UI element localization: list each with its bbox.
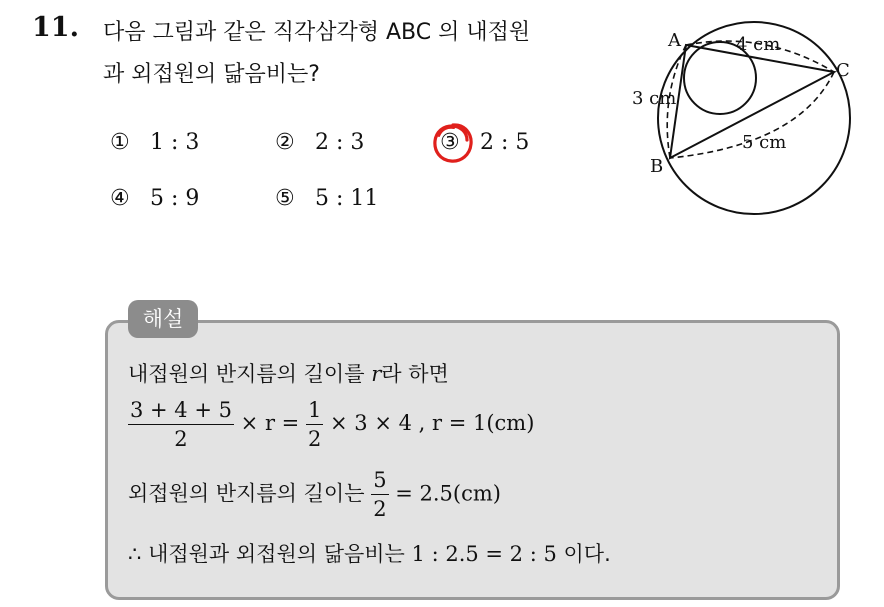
choice-5-text: 5 : 11 — [315, 186, 379, 211]
solution-line-3-pre: 외접원의 반지름의 길이는 — [128, 481, 365, 506]
fraction-circumradius-numerator: 5 — [371, 466, 388, 495]
solution-line-2 — [128, 396, 534, 453]
question-text-line-2: 과 외접원의 닮음비는? — [103, 62, 320, 87]
fraction-sum-numerator: 3 + 4 + 5 — [128, 396, 234, 425]
question-text-line-1: 다음 그림과 같은 직각삼각형 ABC 의 내접원 — [103, 20, 531, 45]
choice-1-text: 1 : 3 — [150, 130, 200, 155]
ratio-result: 1 : 2.5 = 2 : 5 — [411, 542, 557, 566]
choice-2-number: ② — [275, 130, 295, 155]
fraction-half-numerator: 1 — [306, 396, 323, 425]
label-b: B — [650, 156, 664, 177]
choice-4[interactable] — [110, 186, 199, 211]
question-text — [103, 12, 623, 96]
fraction-sum — [128, 396, 234, 453]
choice-5[interactable] — [275, 186, 378, 211]
solution-line-1 — [128, 358, 449, 388]
choice-1-number: ① — [110, 130, 130, 155]
choice-4-number: ④ — [110, 186, 130, 211]
circumradius-result: = 2.5(cm) — [395, 481, 501, 506]
choice-3-text: 2 : 5 — [480, 130, 530, 155]
product-rest: × 3 × 4 , — [330, 411, 426, 435]
inradius-result: r = 1(cm) — [432, 411, 535, 435]
therefore-symbol: ∴ — [128, 542, 142, 566]
solution-line-3 — [128, 466, 501, 523]
solution-line-4-end: 이다. — [563, 542, 611, 566]
choice-4-text: 5 : 9 — [150, 186, 200, 211]
solution-line-1-post: 라 하면 — [381, 362, 449, 386]
times-r: × r = — [240, 411, 300, 435]
label-c: C — [836, 60, 850, 81]
solution-tag: 해설 — [128, 300, 198, 338]
fraction-sum-denominator: 2 — [174, 427, 188, 451]
label-a: A — [668, 30, 681, 51]
choice-2[interactable] — [275, 130, 364, 155]
label-side-bc: 5 cm — [742, 132, 787, 153]
fraction-circumradius — [371, 466, 388, 523]
solution-line-1-pre: 내접원의 반지름의 길이를 — [128, 362, 365, 386]
question-number: 11. — [32, 12, 79, 43]
choice-1[interactable] — [110, 130, 199, 155]
solution-line-4-text: 내접원과 외접원의 닮음비는 — [148, 542, 405, 566]
fraction-circumradius-denominator: 2 — [373, 497, 387, 521]
choice-3-number: ③ — [440, 130, 460, 155]
fraction-half-denominator: 2 — [307, 427, 322, 451]
fraction-half — [306, 396, 323, 453]
solution-line-1-var: r — [371, 362, 382, 386]
choice-2-text: 2 : 3 — [315, 130, 365, 155]
triangle-figure — [624, 20, 864, 220]
answer-circle-mark — [430, 120, 476, 166]
choice-5-number: ⑤ — [275, 186, 295, 211]
label-side-ac: 4 cm — [736, 34, 781, 55]
solution-line-4 — [128, 538, 611, 568]
label-side-ab: 3 cm — [632, 88, 677, 109]
